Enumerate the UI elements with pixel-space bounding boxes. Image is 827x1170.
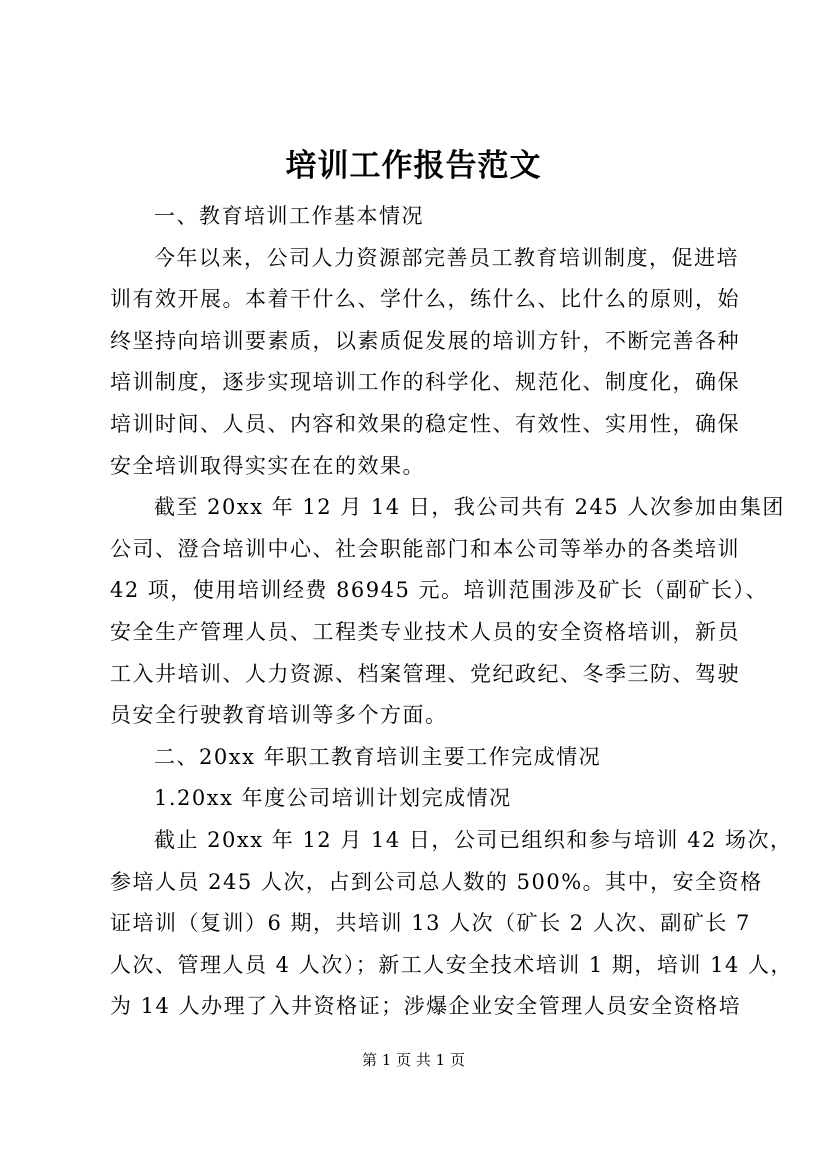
paragraph-line: 工入井培训、人力资源、档案管理、党纪政纪、冬季三防、驾驶 <box>110 661 740 686</box>
paragraph-line: 42 项，使用培训经费 86945 元。培训范围涉及矿长（副矿长）、 <box>110 578 769 603</box>
section-heading-2: 二、20xx 年职工教育培训主要工作完成情况 <box>154 744 602 769</box>
subsection-heading: 1.20xx 年度公司培训计划完成情况 <box>154 786 512 811</box>
paragraph-line: 培训制度，逐步实现培训工作的科学化、规范化、制度化，确保 <box>110 370 740 395</box>
paragraph-line: 公司、澄合培训中心、社会职能部门和本公司等举办的各类培训 <box>110 536 740 561</box>
paragraph-line: 培训时间、人员、内容和效果的稳定性、有效性、实用性，确保 <box>110 411 740 436</box>
paragraph-line: 人次、管理人员 4 人次）；新工人安全技术培训 1 期，培训 14 人， <box>110 952 793 977</box>
paragraph-line: 今年以来，公司人力资源部完善员工教育培训制度，促进培 <box>154 245 739 270</box>
paragraph-line: 安全培训取得实实在在的效果。 <box>110 453 425 478</box>
paragraph-line: 员安全行驶教育培训等多个方面。 <box>110 703 448 728</box>
document-title: 培训工作报告范文 <box>285 148 542 184</box>
paragraph-line: 安全生产管理人员、工程类专业技术人员的安全资格培训，新员 <box>110 619 740 644</box>
paragraph-line: 终坚持向培训要素质，以素质促发展的培训方针，不断完善各种 <box>110 328 740 353</box>
paragraph-line: 证培训（复训）6 期，共培训 13 人次（矿长 2 人次、副矿长 7 <box>110 911 751 936</box>
paragraph-line: 截止 20xx 年 12 月 14 日，公司已组织和参与培训 42 场次， <box>154 827 793 852</box>
paragraph-line: 参培人员 245 人次，占到公司总人数的 500%。其中，安全资格 <box>110 869 763 894</box>
document-body <box>110 196 793 1028</box>
page-number: 第 1 页 共 1 页 <box>362 1051 465 1069</box>
paragraph-line: 为 14 人办理了入井资格证；涉爆企业安全管理人员安全资格培 <box>110 994 742 1019</box>
paragraph-line: 训有效开展。本着干什么、学什么，练什么、比什么的原则，始 <box>110 287 740 312</box>
section-heading-1: 一、教育培训工作基本情况 <box>154 204 424 228</box>
paragraph-line: 截至 20xx 年 12 月 14 日，我公司共有 245 人次参加由集团 <box>154 495 785 520</box>
